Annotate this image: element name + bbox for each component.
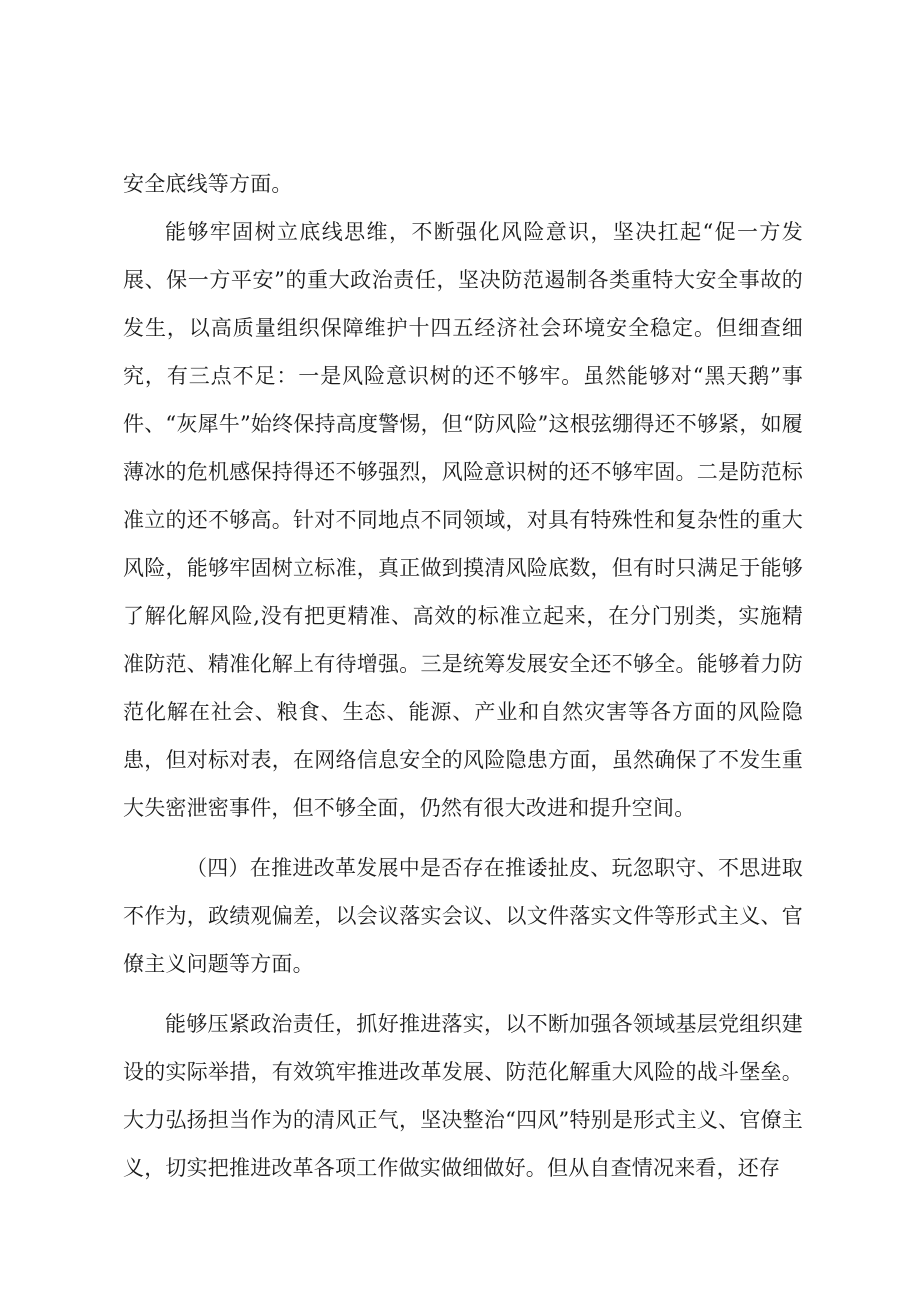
section-heading-four: （四）在推进改革发展中是否存在推诿扯皮、玩忽职守、不思进取不作为，政绩观偏差，以会议落实会议、以文件落实文件等形式主义、官僚主义问题等方面。 <box>123 856 803 976</box>
paragraph-reform-development: 能够压紧政治责任，抓好推进落实，以不断加强各领域基层党组织建设的实际举措，有效筑牢推进改革发展、防范化解重大风险的战斗堡垒。大力弘扬担当作为的清风正气，坚决整治“四风”特别是形式主义、官僚主义，切实把推进改革各项工作做实做细做好。但从自查情况来看，还存 <box>123 1012 803 1180</box>
paragraph-risk-prevention: 能够牢固树立底线思维，不断强化风险意识，坚决扛起“促一方发展、保一方平安”的重大政治责任，坚决防范遏制各类重特大安全事故的发生，以高质量组织保障维护十四五经济社会环境安全稳定。但细查细究，有三点不足：一是风险意识树的还不够牢。虽然能够对“黑天鹅”事件、“灰犀牛”始终保持高度警惕，但“防风险”这根弦绷得还不够紧，如履薄冰的危机感保持得还不够强烈，风险意识树的还不够牢固。二是防范标准立的还不够高。针对不同地点不同领域，对具有特殊性和复杂性的重大风险，能够牢固树立标准，真正做到摸清风险底数，但有时只满足于能够了解化解风险,没有把更精准、高效的标准立起来，在分门别类，实施精准防范、精准化解上有待增强。三是统筹发展安全还不够全。能够着力防范化解在社会、粮食、生态、能源、产业和自然灾害等各方面的风险隐患，但对标对表，在网络信息安全的风险隐患方面，虽然确保了不发生重大失密泄密事件，但不够全面，仍然有很大改进和提升空间。 <box>123 220 803 820</box>
document-body <box>123 160 803 1192</box>
paragraph-continuation: 安全底线等方面。 <box>123 172 293 196</box>
